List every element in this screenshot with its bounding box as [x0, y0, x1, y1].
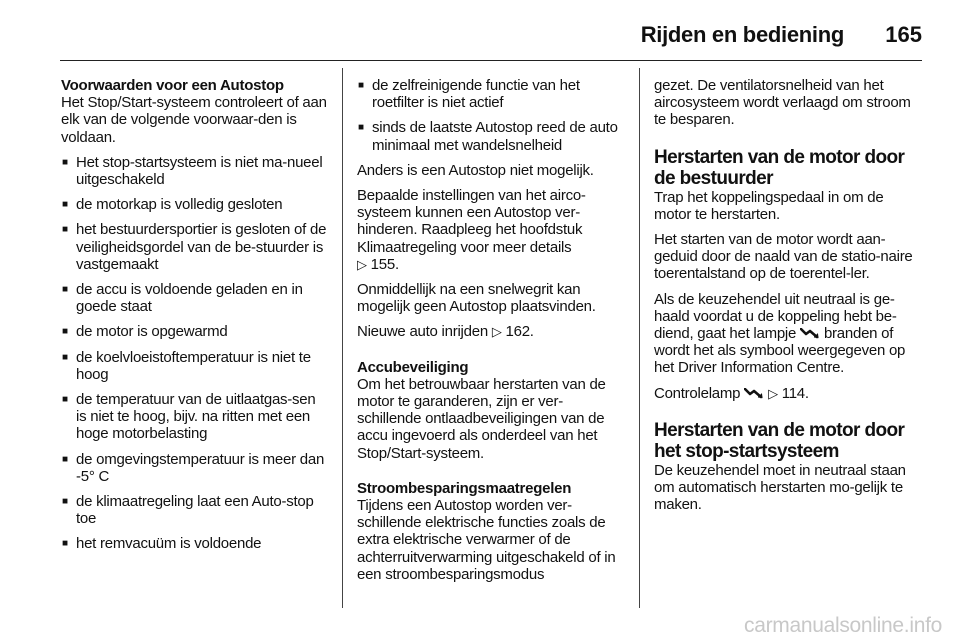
autostop-conditions-list — [61, 154, 327, 553]
column-divider-1 — [342, 68, 343, 608]
page-reference-link[interactable]: 162. — [505, 323, 534, 341]
battery-protection-heading: Accubeveiliging — [357, 358, 469, 376]
driver-restart-text: Trap het koppelingspedaal in om de motor te herstarten. — [654, 188, 884, 223]
driver-restart-heading: Herstarten van de motor door de bestuurder — [654, 146, 905, 189]
column-2 — [357, 77, 627, 591]
page-number: 165 — [885, 22, 922, 47]
column-3 — [654, 77, 924, 521]
list-item: ■ de motor is opgewarmd — [61, 323, 327, 340]
list-item: ■ de accu is voldoende geladen en in goede staat — [61, 281, 327, 315]
arrow-ref-icon: ▷ — [357, 256, 367, 272]
power-saving-text: Tijdens een Autostop worden ver-schillende elektrische functies zoals de extra elektrische verwarmer of de achterruitverwarming uitgeschakeld of in een stroombesparingsmodus — [357, 497, 616, 583]
list-item: ■ sinds de laatste Autostop reed de auto minimaal met wandelsnelheid — [357, 119, 627, 153]
list-item: ■ de zelfreinigende functie van het roetfilter is niet actief — [357, 77, 627, 111]
list-item: ■ de klimaatregeling laat een Auto-stop toe — [61, 493, 327, 527]
arrow-ref-icon: ▷ — [491, 324, 502, 340]
power-saving-continued: gezet. De ventilatorsnelheid van het aircosysteem wordt verlaagd om stroom te besparen. — [654, 77, 911, 129]
indicator-paragraph: Als de keuzehendel uit neutraal is ge-haald voordat u de koppeling hebt be-diend, gaat het lampje branden of wordt het als symbool weergegeven op het Driver Information Centre. — [654, 290, 906, 377]
system-restart-text: De keuzehendel moet in neutraal staan om automatisch herstarten mo-gelijk te maken. — [654, 461, 906, 514]
list-item: ■ Het stop-startsysteem is niet ma-nueel uitgeschakeld — [61, 154, 327, 188]
list-item: ■ het bestuurdersportier is gesloten of de veiligheidsgordel van de be-stuurder is vastgemaakt — [61, 221, 327, 273]
page-header — [60, 18, 922, 50]
column-divider-2 — [639, 68, 640, 608]
battery-protection-text: Om het betrouwbaar herstarten van de motor te garanderen, zijn er ver-schillende ontlaadbeveiligingen van de accu ingevoerd als onderdeel van het Stop/Start-systeem. — [357, 375, 606, 462]
tachometer-paragraph: Het starten van de motor wordt aan-geduid door de naald van de statio-naire toerentalstand op de toerentel-ler. — [654, 231, 913, 283]
list-item: ■ de motorkap is volledig gesloten — [61, 196, 327, 213]
control-lamp-paragraph: Controlelamp ▷ 114. — [654, 384, 809, 402]
system-restart-heading: Herstarten van de motor door het stop-startsysteem — [654, 419, 905, 462]
watermark: carmanualsonline.info — [744, 614, 942, 637]
autostop-not-possible: Anders is een Autostop niet mogelijk. — [357, 161, 594, 179]
column-1 — [61, 77, 327, 561]
autostop-lamp-icon — [800, 328, 820, 339]
highway-paragraph: Onmiddellijk na een snelwegrit kan mogelijk geen Autostop plaatsvinden. — [357, 281, 596, 316]
section-title: Rijden en bediening — [640, 22, 844, 47]
list-item: ■ de koelvloeistoftemperatuur is niet te hoog — [61, 349, 327, 383]
autostop-conditions-heading: Voorwaarden voor een Autostop — [61, 77, 284, 94]
autostop-conditions-intro: Het Stop/Start-systeem controleert of aan elk van de volgende voorwaar-den is voldaan. — [61, 94, 327, 146]
climate-settings-paragraph: Bepaalde instellingen van het airco-systeem kunnen een Autostop ver-hinderen. Raadpleeg het hoofdstuk Klimaatregeling voor meer details ▷ 155. — [357, 187, 586, 273]
break-in-paragraph: Nieuwe auto inrijden ▷ 162. — [357, 323, 534, 341]
page-reference-link[interactable]: 155. — [370, 255, 399, 273]
arrow-ref-icon: ▷ — [768, 385, 778, 401]
list-item: ■ het remvacuüm is voldoende — [61, 535, 327, 552]
list-item: ■ de omgevingstemperatuur is meer dan -5° C — [61, 451, 327, 485]
autostop-conditions-list-continued — [357, 77, 627, 154]
page-reference-link[interactable]: 114. — [781, 384, 809, 402]
power-saving-heading: Stroombesparingsmaatregelen — [357, 479, 572, 497]
autostop-lamp-icon — [744, 388, 764, 399]
list-item: ■ de temperatuur van de uitlaatgas-sen is niet te hoog, bijv. na ritten met een hoge motorbelasting — [61, 391, 327, 443]
header-divider — [60, 60, 922, 61]
